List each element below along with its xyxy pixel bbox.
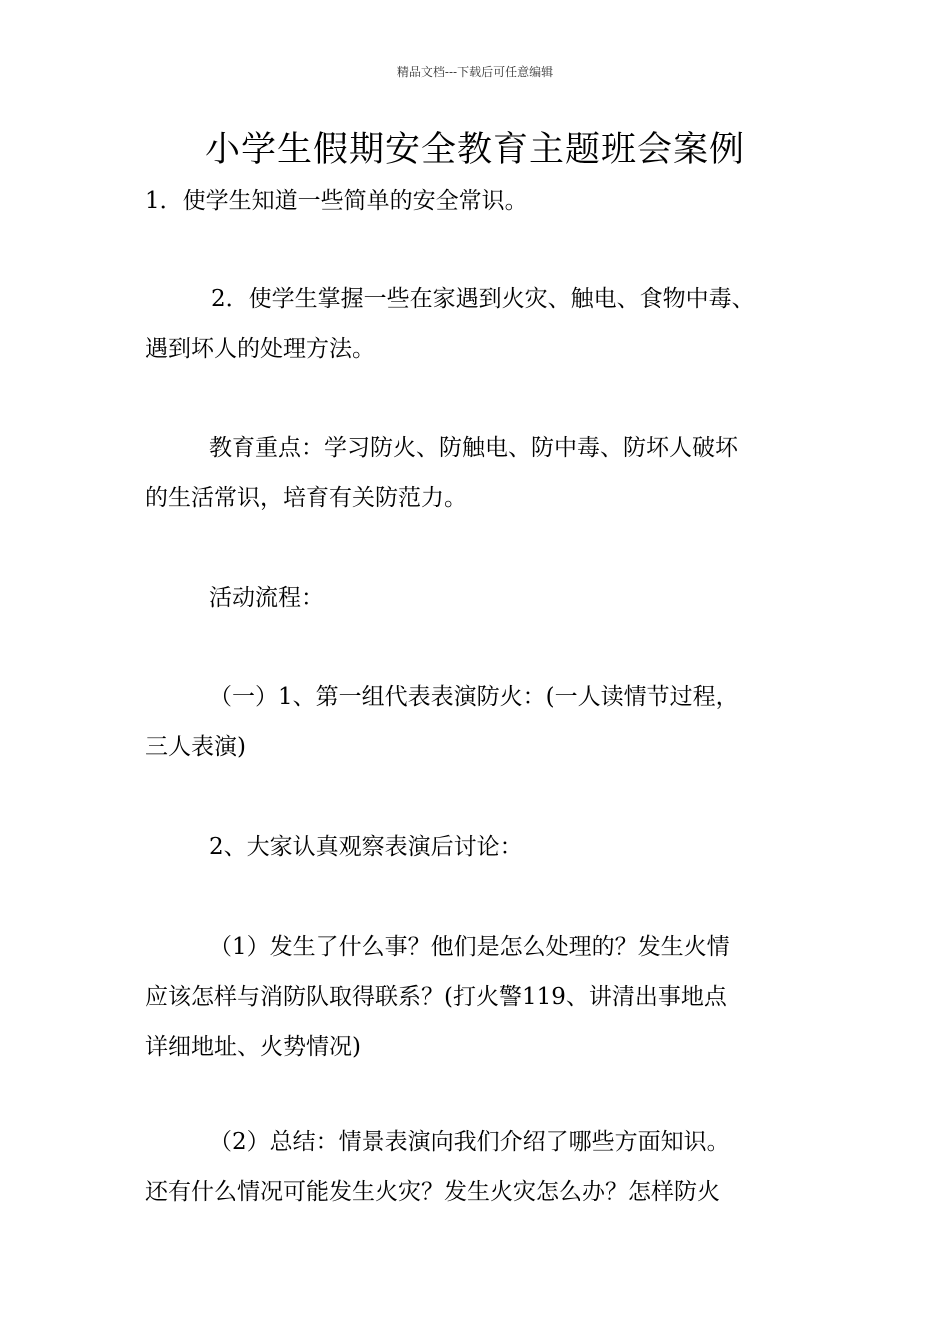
header-note: 精品文档---下载后可任意编辑 bbox=[396, 65, 554, 79]
paragraph-line: 应该怎样与消防队取得联系？(打火警119、讲清出事地点 bbox=[145, 984, 727, 1010]
paragraph-line: （一）1、第一组代表表演防火：(一人读情节过程， bbox=[209, 684, 739, 710]
paragraph-line: （1）发生了什么事？他们是怎么处理的？发生火情 bbox=[209, 934, 730, 960]
paragraph-line: 详细地址、火势情况) bbox=[145, 1034, 361, 1060]
paragraph-question-1 bbox=[145, 922, 845, 1072]
paragraph-objective-2 bbox=[145, 274, 845, 374]
paragraph-step-2 bbox=[145, 822, 845, 872]
paragraph-line: 的生活常识，培育有关防范力。 bbox=[145, 485, 467, 511]
paragraph-step-1 bbox=[145, 672, 845, 772]
paragraph-line: （2）总结：情景表演向我们介绍了哪些方面知识。 bbox=[209, 1129, 730, 1155]
paragraph-line: 教育重点：学习防火、防触电、防中毒、防坏人破坏 bbox=[209, 435, 738, 461]
paragraph-objective-1 bbox=[145, 176, 845, 226]
paragraph-line: 2．使学生掌握一些在家遇到火灾、触电、食物中毒、 bbox=[211, 286, 755, 312]
paragraph-line: 遇到坏人的处理方法。 bbox=[145, 336, 375, 362]
paragraph-line: 活动流程： bbox=[209, 585, 324, 611]
paragraph-summary bbox=[145, 1117, 845, 1217]
paragraph-line: 2、大家认真观察表演后讨论： bbox=[209, 834, 523, 860]
document-title: 小学生假期安全教育主题班会案例 bbox=[204, 130, 745, 170]
paragraph-line: 三人表演) bbox=[145, 734, 246, 760]
paragraph-line: 还有什么情况可能发生火灾？发生火灾怎么办？怎样防火 bbox=[145, 1179, 720, 1205]
paragraph-line: 1．使学生知道一些简单的安全常识。 bbox=[145, 188, 528, 214]
paragraph-focus bbox=[145, 423, 845, 523]
paragraph-process-heading bbox=[145, 573, 845, 623]
